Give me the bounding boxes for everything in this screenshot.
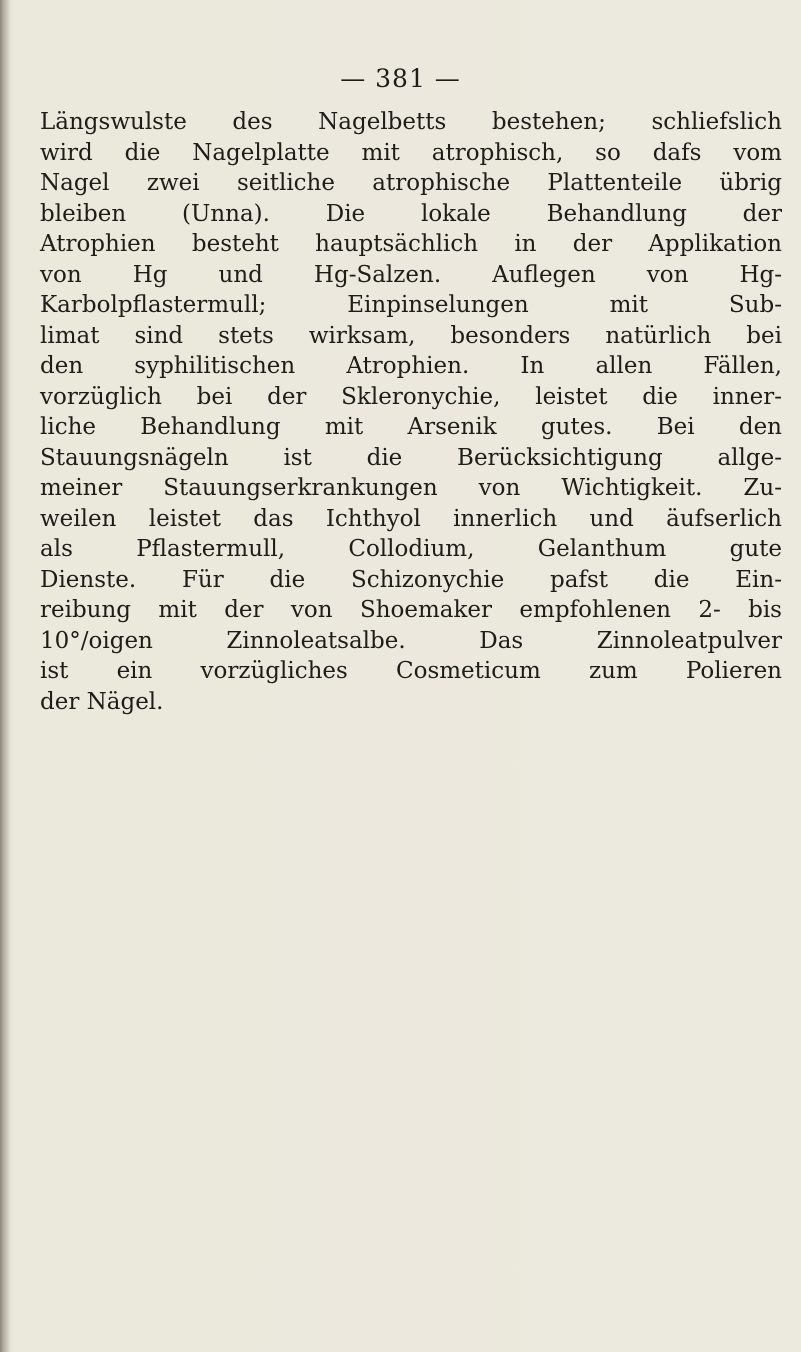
text-line: als Pflastermull, Collodium, Gelanthum gute <box>40 536 782 562</box>
text-line: Stauungsnägeln ist die Berücksichtigung allge- <box>40 444 782 471</box>
text-line: liche Behandlung mit Arsenik gutes. Bei den <box>40 414 782 440</box>
page-number: — 381 — <box>340 64 461 93</box>
text-line: Nagel zwei seitliche atrophische Plattenteile übrig <box>40 170 782 196</box>
text-line: Karbolpflastermull; Einpinselungen mit Sub- <box>40 292 782 318</box>
text-line: reibung mit der von Shoemaker empfohlenen 2- bis <box>40 597 782 623</box>
text-line: der Nägel. <box>40 688 164 715</box>
text-line: ist ein vorzügliches Cosmeticum zum Polieren <box>40 658 782 684</box>
text-line: bleiben (Unna). Die lokale Behandlung der <box>40 200 782 227</box>
text-line: Längswulste des Nagelbetts bestehen; schliefslich <box>40 109 782 135</box>
text-line: 10°/oigen Zinnoleatsalbe. Das Zinnoleatpulver <box>40 627 782 654</box>
binding-shadow <box>0 0 10 1352</box>
text-line: meiner Stauungserkrankungen von Wichtigkeit. Zu- <box>40 475 782 501</box>
text-line: vorzüglich bei der Skleronychie, leistet die inner- <box>40 383 782 410</box>
text-line: Atrophien besteht hauptsächlich in der Applikation <box>40 231 782 257</box>
text-line: wird die Nagelplatte mit atrophisch, so dafs vom <box>40 139 782 166</box>
text-line: limat sind stets wirksam, besonders natürlich bei <box>40 322 782 349</box>
text-line: den syphilitischen Atrophien. In allen Fällen, <box>40 353 782 379</box>
text-line: Dienste. Für die Schizonychie pafst die Ein- <box>40 566 782 593</box>
body-text <box>40 107 782 717</box>
text-line: von Hg und Hg-Salzen. Auflegen von Hg- <box>40 261 782 288</box>
text-line: weilen leistet das Ichthyol innerlich und äufserlich <box>40 505 782 532</box>
